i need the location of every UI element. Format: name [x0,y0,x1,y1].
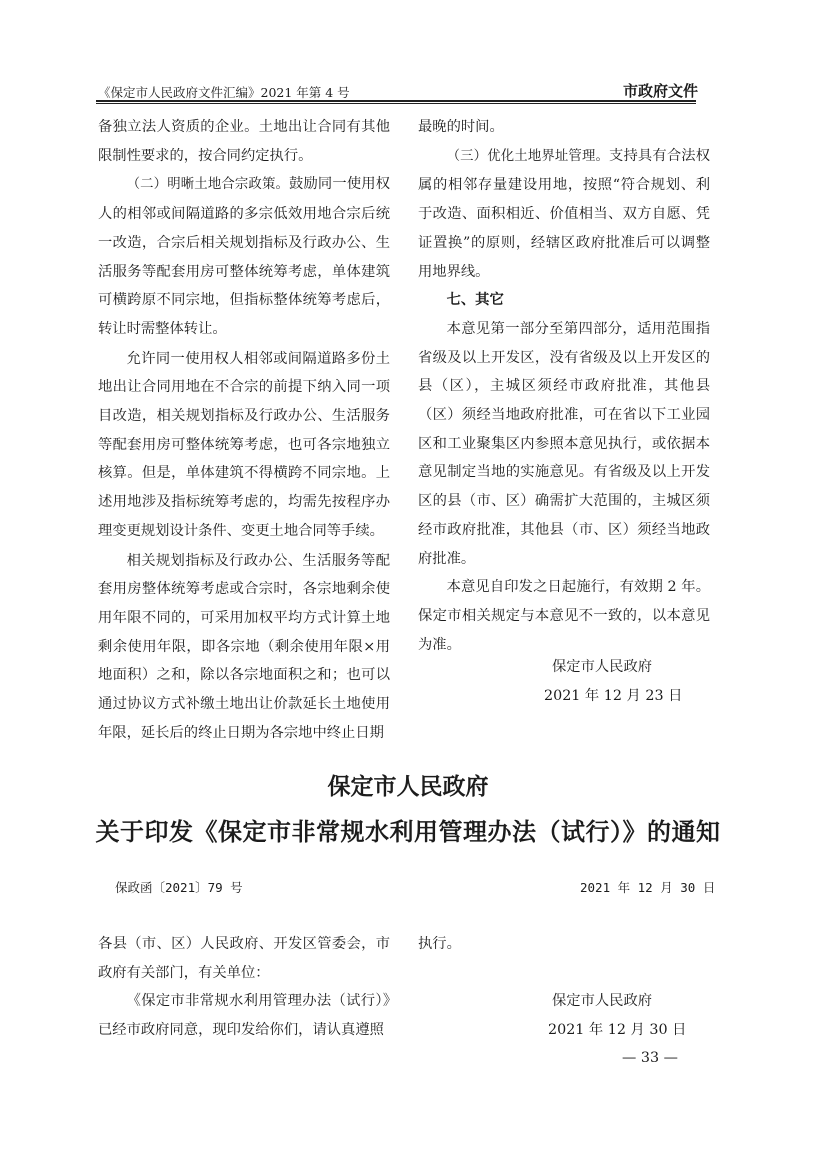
notice-signature: 保定市人民政府 [552,993,653,1009]
notice-title-issuer: 保定市人民政府 [327,774,489,800]
paragraph [98,170,390,343]
paragraph [418,142,710,287]
document-date: 2021 年 12 月 30 日 [580,880,716,895]
signature-date: 2021 年 12 月 23 日 [544,688,683,704]
paragraph: 相关规划指标及行政办公、生活服务等配套用房整体统筹考虑或合宗时，各宗地剩余使用年限不同的，可采用加权平均方式计算土地剩余使用年限，即各宗地（剩余使用年限×用地面积）之和，除以各宗地面积之和；也可以通过协议方式补缴土地出让价款延长土地使用年限，延长后的终止日期为各宗地中终止日期 [98,552,390,741]
section-heading: 七、其它 [446,292,504,309]
left-column-top [98,113,390,747]
header-divider [96,100,696,104]
right-column-bottom [418,930,710,959]
section-label: 市政府文件 [622,82,698,100]
right-column-top [418,113,710,659]
paragraph: 执行。 [418,936,461,952]
left-column-bottom [98,930,390,1045]
paragraph: 最晚的时间。 [418,119,504,135]
paragraph: 允许同一使用权人相邻或间隔道路多份土地出让合同用地在不合宗的前提下纳入同一项目改造，相关规划指标及行政办公、生活服务等配套用房可整体统筹考虑，也可各宗地独立核算。但是，单体建筑不得横跨不同宗地。上述用地涉及指标统筹考虑的，均需先按程序办理变更规划设计条件、变更土地合同等手续。 [98,350,390,539]
paragraph: 本意见自印发之日起施行，有效期 2 年。保定市相关规定与本意见不一致的，以本意见为准。 [418,579,710,653]
page-number: — 33 — [622,1050,678,1066]
paragraph: 本意见第一部分至第四部分，适用范围指省级及以上开发区，没有省级及以上开发区的县（区），主城区须经市政府批准，其他县（区）须经当地政府批准，可在省以下工业园区和工业聚集区内参照本意见执行，或依据本意见制定当地的实施意见。有省级及以上开发区的县（市、区）确需扩大范围的，主城区须经市政府批准，其他县（市、区）须经当地政府批准。 [418,320,710,567]
paragraph-body: 支持具有合法权属的相邻存量建设用地，按照“符合规划、利于改造、面积相近、价值相当、双方自愿、凭证置换”的原则，经辖区政府批准后可以调整用地界线。 [418,147,711,280]
paragraph-body: 鼓励同一使用权人的相邻或间隔道路的多宗低效用地合宗后统一改造，合宗后相关规划指标及行政办公、生活服务等配套用房可整体统筹考虑，单体建筑可横跨原不同宗地，但指标整体统筹考虑后，转让时需整体转让。 [98,176,391,337]
publication-header: 《保定市人民政府文件汇编》2021 年第 4 号 [98,85,350,100]
paragraph: 备独立法人资质的企业。土地出让合同有其他限制性要求的，按合同约定执行。 [98,119,390,164]
paragraph: 各县（市、区）人民政府、开发区管委会，市政府有关部门，有关单位： [98,936,390,981]
notice-title: 关于印发《保定市非常规水利用管理办法（试行）》的通知 [95,818,721,846]
document-number: 保政函〔2021〕79 号 [115,880,243,895]
notice-signature-date: 2021 年 12 月 30 日 [548,1022,687,1038]
subsection-heading: （三）优化土地界址管理。 [446,148,610,164]
signature: 保定市人民政府 [552,659,653,675]
paragraph: 《保定市非常规水利用管理办法（试行）》已经市政府同意，现印发给你们，请认真遵照 [98,993,390,1039]
subsection-heading: （二）明晰土地合宗政策。 [126,177,290,193]
